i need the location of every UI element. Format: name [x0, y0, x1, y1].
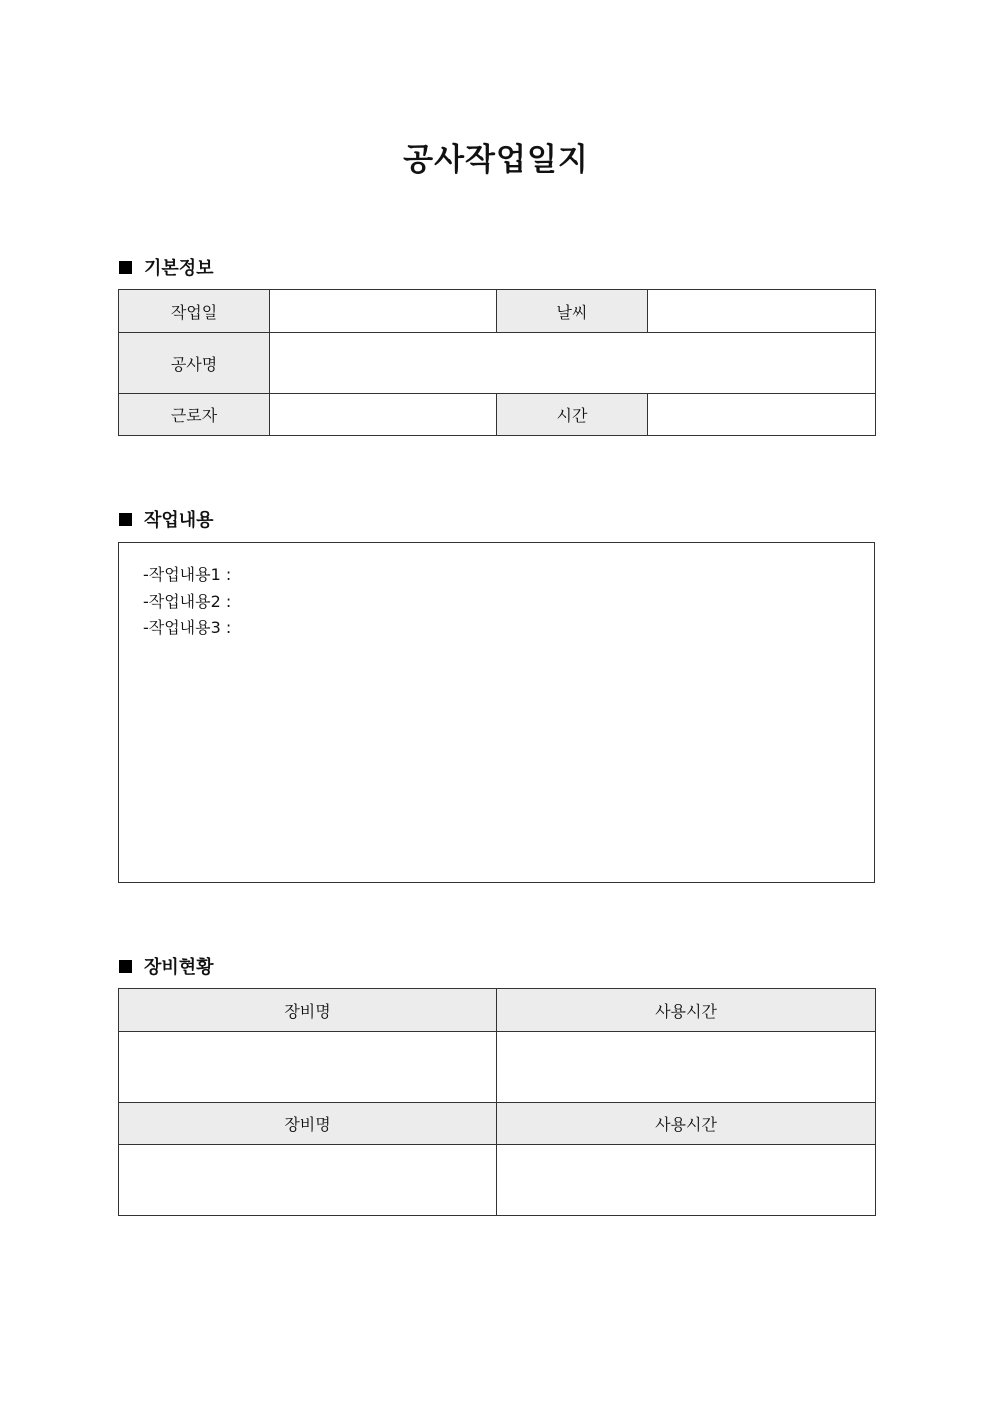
usage-time-header: 사용시간	[497, 989, 876, 1032]
table-row	[119, 290, 876, 333]
square-bullet-icon	[119, 513, 132, 526]
table-row	[119, 1103, 876, 1145]
list-item: -작업내용3 :	[143, 618, 232, 637]
page-title: 공사작업일지	[403, 142, 589, 178]
section-title: 기본정보	[144, 258, 214, 279]
basic-info-table	[118, 289, 876, 436]
project-name-field[interactable]	[270, 333, 876, 394]
usage-time-header: 사용시간	[497, 1103, 876, 1145]
worker-field[interactable]	[270, 394, 497, 436]
project-name-label: 공사명	[119, 333, 270, 394]
usage-time-field[interactable]	[497, 1145, 876, 1216]
equipment-name-field[interactable]	[119, 1032, 497, 1103]
table-row	[119, 333, 876, 394]
equipment-name-header: 장비명	[119, 989, 497, 1032]
equipment-name-field[interactable]	[119, 1145, 497, 1216]
weather-label: 날씨	[497, 290, 648, 333]
section-title: 작업내용	[144, 510, 214, 531]
worker-label: 근로자	[119, 394, 270, 436]
square-bullet-icon	[119, 261, 132, 274]
weather-field[interactable]	[648, 290, 876, 333]
time-label: 시간	[497, 394, 648, 436]
section-heading-basic	[119, 254, 214, 280]
table-row	[119, 1032, 876, 1103]
table-row	[119, 989, 876, 1032]
section-title: 장비현황	[144, 957, 214, 978]
equipment-name-header: 장비명	[119, 1103, 497, 1145]
work-content-list	[119, 543, 874, 642]
usage-time-field[interactable]	[497, 1032, 876, 1103]
time-field[interactable]	[648, 394, 876, 436]
list-item: -작업내용1 :	[143, 565, 232, 584]
table-row	[119, 394, 876, 436]
work-date-label: 작업일	[119, 290, 270, 333]
equipment-table	[118, 988, 876, 1216]
square-bullet-icon	[119, 960, 132, 973]
work-content-box[interactable]	[118, 542, 875, 883]
list-item: -작업내용2 :	[143, 591, 232, 611]
section-heading-equipment	[119, 953, 214, 979]
table-row	[119, 1145, 876, 1216]
section-heading-work	[119, 506, 214, 532]
work-date-field[interactable]	[270, 290, 497, 333]
